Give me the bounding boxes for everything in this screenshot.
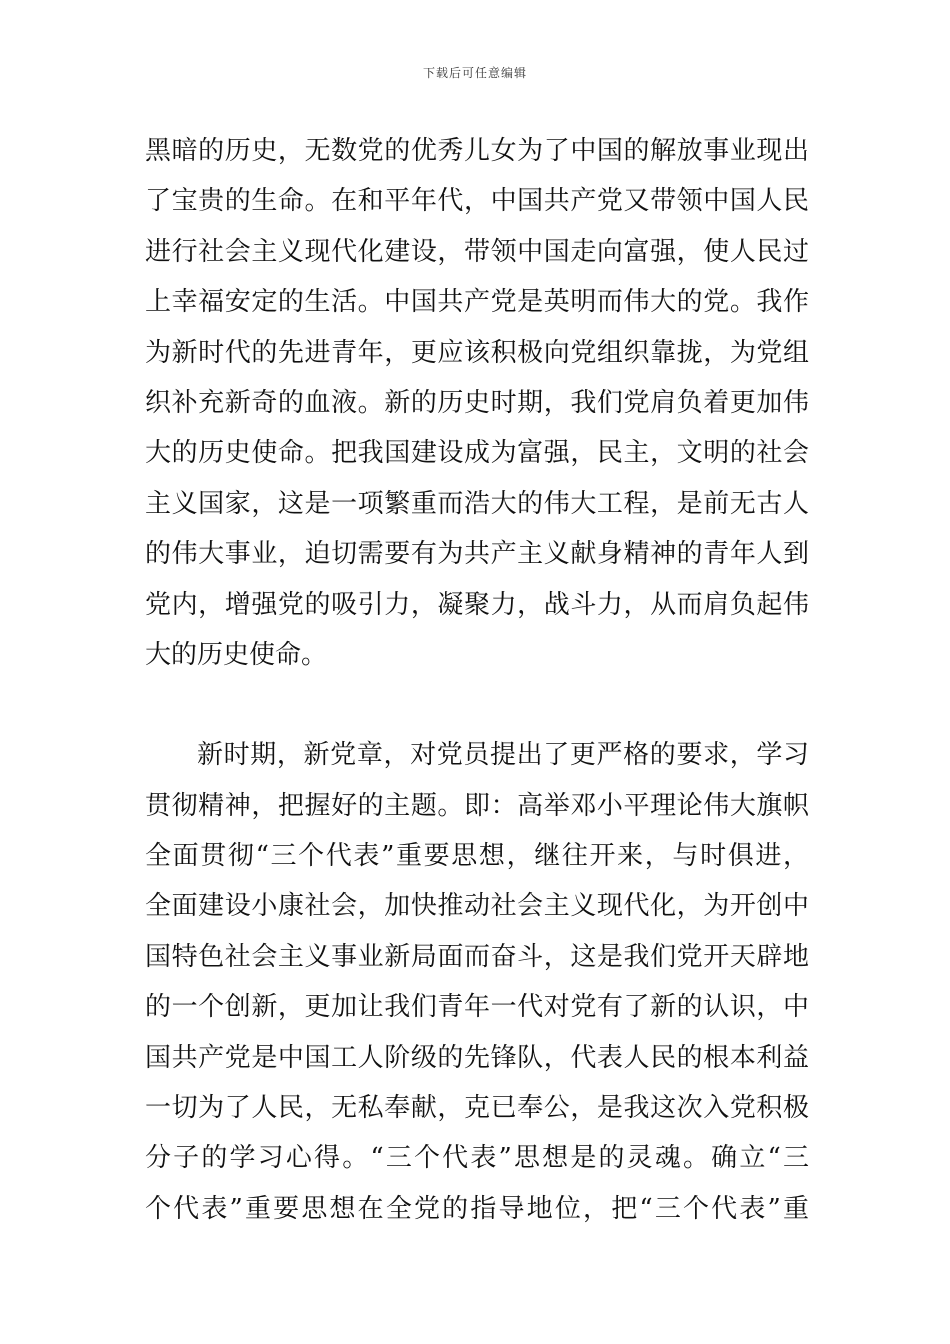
paragraph-1	[145, 126, 809, 680]
text-line: 个代表”重要思想在全党的指导地位，把“三个代表”重	[145, 1193, 809, 1224]
text-line: 为新时代的先进青年，更应该积极向党组织靠拢，为党组	[145, 337, 809, 368]
text-line: 主义国家，这是一项繁重而浩大的伟大工程，是前无古人	[145, 488, 809, 519]
text-line: 的一个创新，更加让我们青年一代对党有了新的认识，中	[145, 992, 809, 1023]
text-line: 一切为了人民，无私奉献，克已奉公，是我这次入党积极	[145, 1093, 809, 1124]
text-line: 新时期，新党章，对党员提出了更严格的要求，学习	[197, 740, 809, 771]
text-line: 分子的学习心得。“三个代表”思想是的灵魂。确立“三	[145, 1143, 809, 1174]
text-line: 的伟大事业，迫切需要有为共产主义献身精神的青年人到	[145, 539, 809, 570]
text-line: 全面贯彻“三个代表”重要思想，继往开来，与时俱进，	[145, 841, 809, 872]
page-header: 下载后可任意编辑	[422, 66, 527, 80]
paragraph-spacer	[145, 680, 809, 730]
text-line: 黑暗的历史，无数党的优秀儿女为了中国的解放事业现出	[145, 136, 809, 166]
text-line: 大的历史使命。	[145, 639, 328, 670]
paragraph-2	[145, 730, 809, 1234]
text-line: 贯彻精神，把握好的主题。即：高举邓小平理论伟大旗帜	[145, 790, 809, 821]
document-body	[145, 126, 809, 1234]
text-line: 全面建设小康社会，加快推动社会主义现代化，为开创中	[145, 891, 809, 922]
text-line: 国特色社会主义事业新局面而奋斗，这是我们党开天辟地	[145, 941, 809, 972]
text-line: 进行社会主义现代化建设，带领中国走向富强，使人民过	[145, 236, 809, 267]
text-line: 党内，增强党的吸引力，凝聚力，战斗力，从而肩负起伟	[145, 589, 809, 620]
text-line: 了宝贵的生命。在和平年代，中国共产党又带领中国人民	[145, 186, 809, 217]
text-line: 大的历史使命。把我国建设成为富强，民主，文明的社会	[145, 438, 809, 469]
text-line: 织补充新奇的血液。新的历史时期，我们党肩负着更加伟	[145, 387, 809, 418]
text-line: 国共产党是中国工人阶级的先锋队，代表人民的根本利益	[145, 1042, 809, 1073]
text-line: 上幸福安定的生活。中国共产党是英明而伟大的党。我作	[145, 287, 809, 318]
